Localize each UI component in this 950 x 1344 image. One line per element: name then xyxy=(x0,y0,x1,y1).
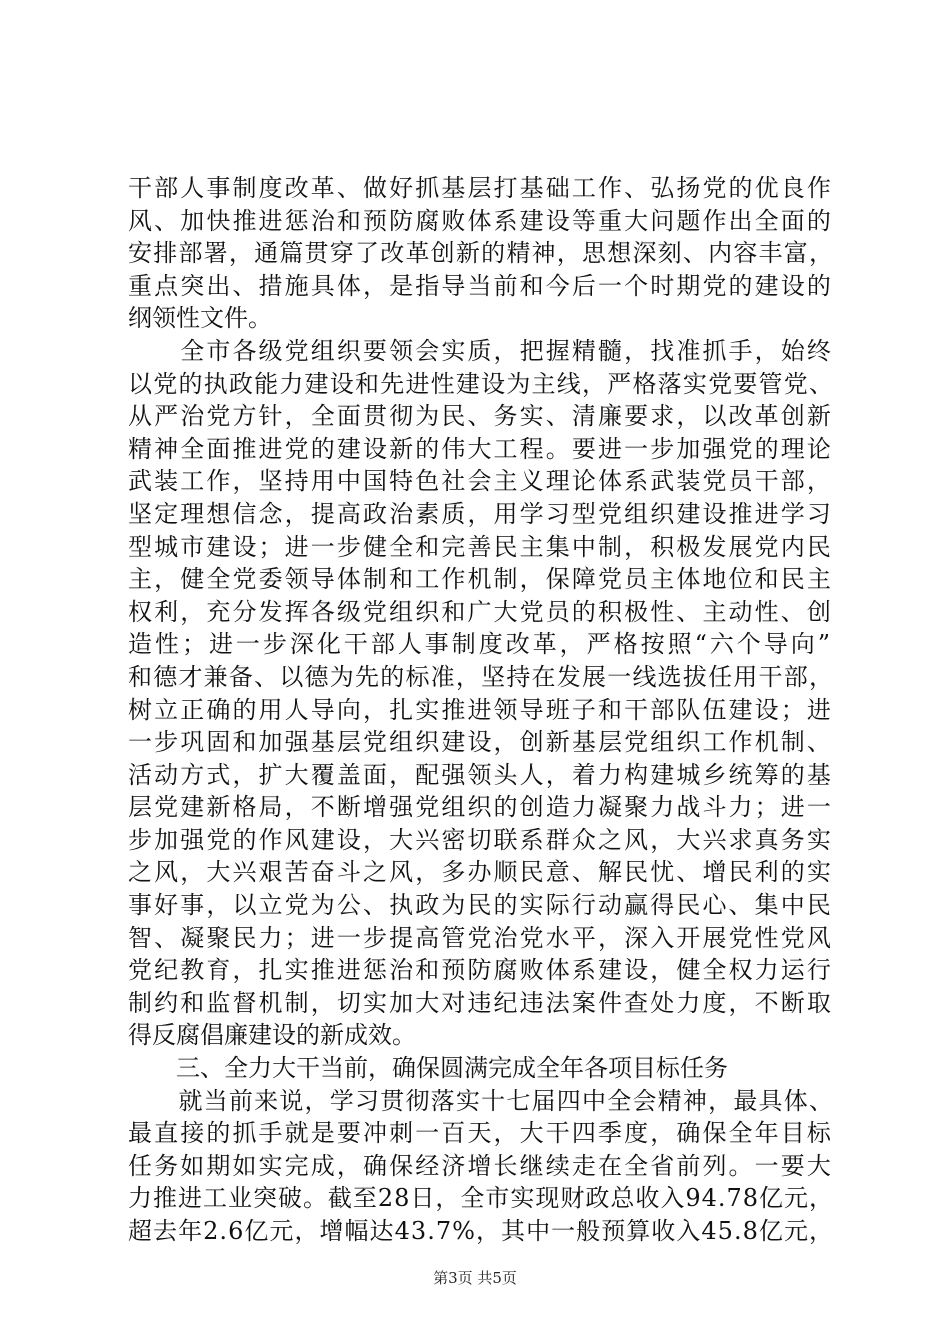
text-line-content: 干部人事制度改革、做好抓基层打基础工作、弘扬党的优良作 xyxy=(128,174,833,202)
text-line xyxy=(128,694,833,727)
text-line-content: 型城市建设；进一步健全和完善民主集中制，积极发展党内民 xyxy=(128,532,833,561)
page-footer: 第3页 共5页 xyxy=(433,1269,517,1287)
text-line xyxy=(128,922,833,955)
text-line-content: 以党的执政能力建设和先进性建设为主线，严格落实党要管党、 xyxy=(128,369,835,398)
text-line xyxy=(128,1150,833,1183)
text-line-content: 步加强党的作风建设，大兴密切联系群众之风，大兴求真务实 xyxy=(128,825,833,854)
text-line xyxy=(128,1215,833,1248)
text-line-content: 主，健全党委领导体制和工作机制，保障党员主体地位和民主 xyxy=(128,565,833,594)
text-line xyxy=(128,791,833,824)
text-line xyxy=(128,237,833,270)
body-text xyxy=(128,172,833,1248)
text-line xyxy=(128,1085,833,1118)
text-line-content: 武装工作，坚持用中国特色社会主义理论体系武装党员干部， xyxy=(128,467,833,496)
text-line-content: 重点突出、措施具体，是指导当前和今后一个时期党的建设的 xyxy=(128,271,833,300)
text-line xyxy=(128,856,833,889)
text-line-content: 制约和监督机制，切实加大对违纪违法案件查处力度，不断取 xyxy=(128,988,833,1017)
text-line-content: 力推进工业突破。截至28日，全市实现财政总收入94.78亿元， xyxy=(128,1184,834,1213)
text-line xyxy=(128,368,833,401)
text-line-content: 全市各级党组织要领会实质，把握精髓，找准抓手，始终 xyxy=(128,336,833,365)
text-line xyxy=(128,302,833,335)
text-line-content: 活动方式，扩大覆盖面，配强领头人，着力构建城乡统筹的基 xyxy=(128,760,833,789)
text-line-content: 从严治党方针，全面贯彻为民、务实、清廉要求，以改革创新 xyxy=(128,402,833,431)
text-line-content: 层党建新格局，不断增强党组织的创造力凝聚力战斗力；进一 xyxy=(128,793,833,822)
text-line-content: 坚定理想信念，提高政治素质，用学习型党组织建设推进学习 xyxy=(128,499,833,528)
text-line xyxy=(128,531,833,564)
text-line xyxy=(128,205,833,238)
text-line xyxy=(128,1052,833,1085)
text-line xyxy=(128,270,833,303)
text-line xyxy=(128,465,833,498)
text-line-content: 造性；进一步深化干部人事制度改革，严格按照“六个导向” xyxy=(128,630,833,659)
text-line-content: 之风，大兴艰苦奋斗之风，多办顺民意、解民忧、增民利的实 xyxy=(128,858,833,887)
text-line-content: 就当前来说，学习贯彻落实十七届四中全会精神，最具体、 xyxy=(128,1086,835,1115)
text-line xyxy=(128,954,833,987)
text-line-content: 得反腐倡廉建设的新成效。 xyxy=(128,1021,416,1050)
text-line xyxy=(128,1019,833,1052)
text-line xyxy=(128,563,833,596)
text-line-content: 超去年2.6亿元，增幅达43.7%，其中一般预算收入45.8亿元， xyxy=(128,1217,835,1245)
text-line xyxy=(128,498,833,531)
text-line xyxy=(128,661,833,694)
text-line-content: 党纪教育，扎实推进惩治和预防腐败体系建设，健全权力运行 xyxy=(128,956,833,985)
text-line-content: 精神全面推进党的建设新的伟大工程。要进一步加强党的理论 xyxy=(128,434,833,463)
text-line-content: 和德才兼备、以德为先的标准，坚持在发展一线选拔任用干部， xyxy=(128,662,835,691)
text-line xyxy=(128,824,833,857)
text-line-content: 树立正确的用人导向，扎实推进领导班子和干部队伍建设；进 xyxy=(128,695,833,724)
text-line xyxy=(128,889,833,922)
text-line xyxy=(128,759,833,792)
text-line xyxy=(128,335,833,368)
text-line xyxy=(128,596,833,629)
text-line-content: 权利，充分发挥各级党组织和广大党员的积极性、主动性、创 xyxy=(128,597,833,626)
text-line-content: 安排部署，通篇贯穿了改革创新的精神，思想深刻、内容丰富， xyxy=(128,239,835,268)
text-line xyxy=(128,1117,833,1150)
text-line-content: 风、加快推进惩治和预防腐败体系建设等重大问题作出全面的 xyxy=(128,206,833,235)
text-line xyxy=(128,172,833,205)
text-line-content: 事好事，以立党为公、执政为民的实际行动赢得民心、集中民 xyxy=(128,891,833,920)
text-line-content: 任务如期如实完成，确保经济增长继续走在全省前列。一要大 xyxy=(128,1151,833,1180)
text-line xyxy=(128,1182,833,1215)
text-line xyxy=(128,726,833,759)
text-line-content: 智、凝聚民力；进一步提高管党治党水平，深入开展党性党风 xyxy=(128,923,833,952)
text-line xyxy=(128,400,833,433)
text-line xyxy=(128,987,833,1020)
text-line-content: 三、全力大干当前，确保圆满完成全年各项目标任务 xyxy=(128,1054,728,1083)
text-line-content: 一步巩固和加强基层党组织建设，创新基层党组织工作机制、 xyxy=(128,728,833,757)
text-line xyxy=(128,433,833,466)
text-line xyxy=(128,628,833,661)
text-line-content: 最直接的抓手就是要冲刺一百天，大干四季度，确保全年目标 xyxy=(128,1119,833,1148)
text-line-content: 纲领性文件。 xyxy=(128,304,272,333)
